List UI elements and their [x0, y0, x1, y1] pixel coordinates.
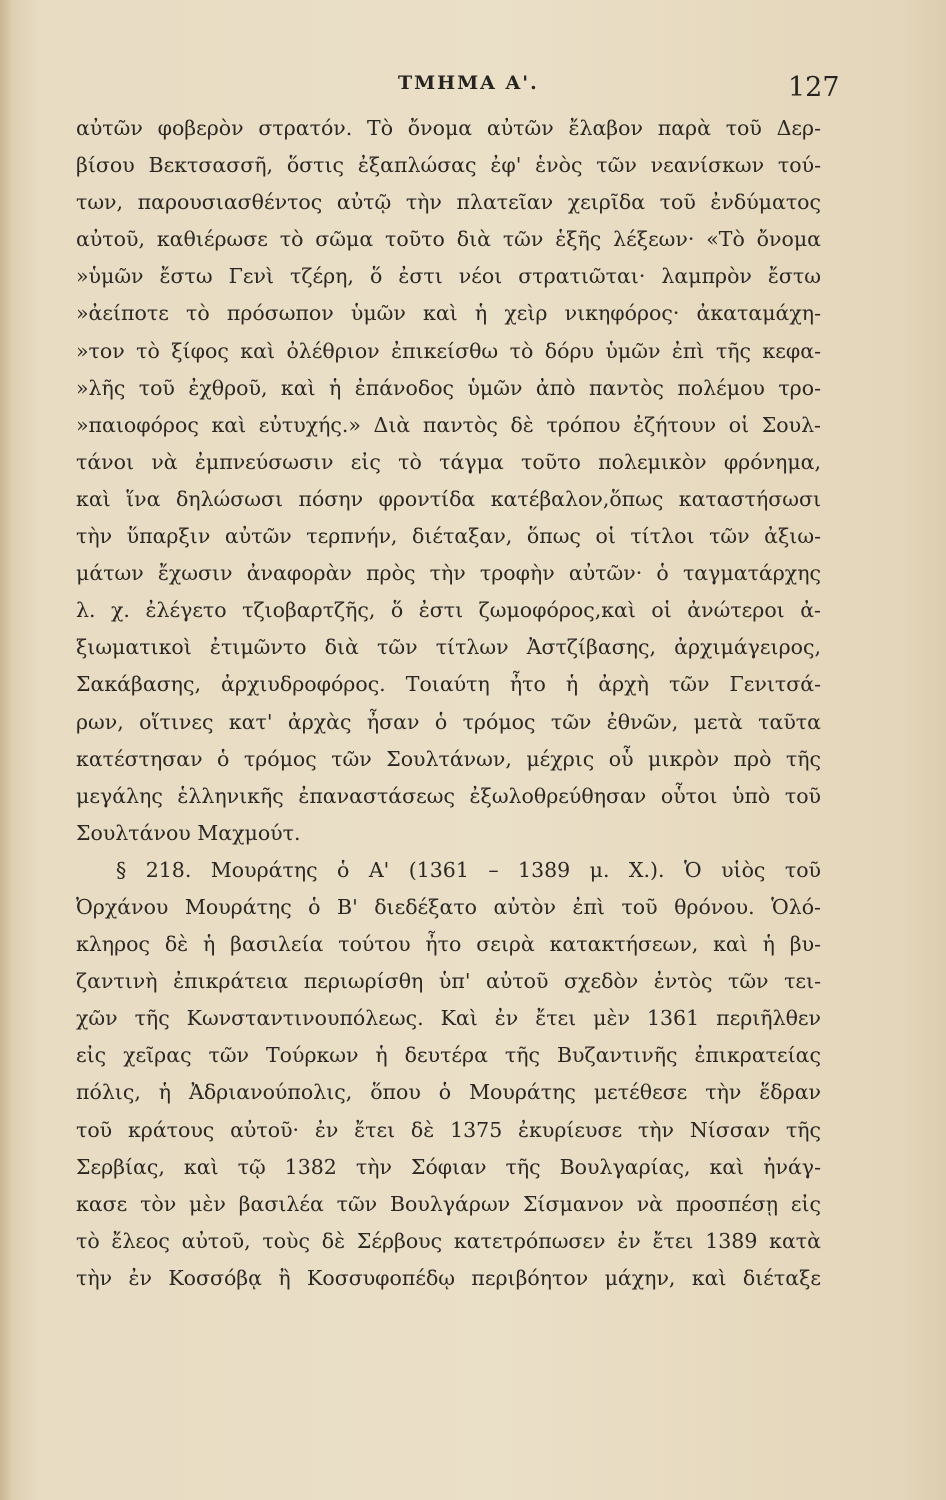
text-line: τάνοι νὰ ἐμπνεύσωσιν εἰς τὸ τάγμα τοῦτο πολεμικὸν φρόνημα, — [76, 449, 821, 474]
text-line: Σακάβασης, ἀρχιυδροφόρος. Τοιαύτη ἦτο ἡ ἀρχὴ τῶν Γενιτσά- — [76, 672, 821, 697]
text-line: των, παρουσιασθέντος αὐτῷ τὴν πλατεῖαν χειρῖδα τοῦ ἐνδύματος — [76, 190, 821, 215]
text-line: μάτων ἔχωσιν ἀναφορὰν πρὸς τὴν τροφὴν αὐτῶν· ὁ ταγματάρχης — [76, 561, 821, 586]
text-line: Σερβίας, καὶ τῷ 1382 τὴν Σόφιαν τῆς Βουλγαρίας, καὶ ἠνάγ- — [76, 1154, 821, 1179]
text-line: κληρος δὲ ἡ βασιλεία τούτου ἦτο σειρὰ κατακτήσεων, καὶ ἡ βυ- — [76, 932, 821, 957]
text-line: Σουλτάνου Μαχμούτ. — [76, 820, 301, 845]
text-line: »ὑμῶν ἔστω Γενὶ τζέρη, ὅ ἐστι νέοι στρατιῶται· λαμπρὸν ἔστω — [76, 264, 821, 289]
text-line: εἰς χεῖρας τῶν Τούρκων ἡ δευτέρα τῆς Βυζαντινῆς ἐπικρατείας — [76, 1043, 821, 1068]
text-line: χῶν τῆς Κωνσταντινουπόλεως. Καὶ ἐν ἔτει μὲν 1361 περιῆλθεν — [76, 1006, 821, 1031]
text-line: Ὀρχάνου Μουράτης ὁ Β' διεδέξατο αὐτὸν ἐπὶ τοῦ θρόνου. Ὁλό- — [76, 894, 821, 919]
text-line: μεγάλης ἑλληνικῆς ἐπαναστάσεως ἐξωλοθρεύθησαν οὗτοι ὑπὸ τοῦ — [76, 783, 821, 808]
text-line: κατέστησαν ὁ τρόμος τῶν Σουλτάνων, μέχρις οὗ μικρὸν πρὸ τῆς — [76, 746, 821, 771]
running-header — [0, 70, 946, 110]
text-line: πόλις, ἡ Ἀδριανούπολις, ὅπου ὁ Μουράτης μετέθεσε τὴν ἕδραν — [76, 1080, 821, 1105]
page-number: 127 — [788, 72, 840, 103]
body-text — [76, 110, 821, 1297]
text-line: »λῆς τοῦ ἐχθροῦ, καὶ ἡ ἐπάνοδος ὑμῶν ἀπὸ παντὸς πολέμου τρο- — [76, 375, 821, 400]
text-line: κασε τὸν μὲν βασιλέα τῶν Βουλγάρων Σίσμανον νὰ προσπέσῃ εἰς — [76, 1191, 821, 1216]
text-line: »τον τὸ ξίφος καὶ ὀλέθριον ἐπικείσθω τὸ δόρυ ὑμῶν ἐπὶ τῆς κεφα- — [76, 338, 821, 363]
text-line: τὸ ἔλεος αὐτοῦ, τοὺς δὲ Σέρβους κατετρόπωσεν ἐν ἔτει 1389 κατὰ — [76, 1228, 821, 1253]
page-binding-shadow — [0, 0, 12, 1500]
text-line: τὴν ὕπαρξιν αὐτῶν τερπνήν, διέταξαν, ὅπως οἱ τίτλοι τῶν ἀξιω- — [76, 524, 821, 549]
text-line: βίσου Βεκτσασσῆ, ὅστις ἐξαπλώσας ἐφ' ἑνὸς τῶν νεανίσκων τού- — [76, 153, 821, 178]
text-line: »παιοφόρος καὶ εὐτυχής.» Διὰ παντὸς δὲ τρόπου ἐζήτουν οἱ Σουλ- — [76, 412, 821, 437]
text-line: αὐτῶν φοβερὸν στρατόν. Τὸ ὄνομα αὐτῶν ἔλαβον παρὰ τοῦ Δερ- — [76, 116, 821, 140]
text-line: § 218. Μουράτης ὁ Α' (1361 – 1389 μ. Χ.). Ὁ υἱὸς τοῦ — [116, 857, 821, 882]
text-line: ρων, οἵτινες κατ' ἀρχὰς ἦσαν ὁ τρόμος τῶν ἐθνῶν, μετὰ ταῦτα — [76, 709, 821, 734]
text-line: ξιωματικοὶ ἐτιμῶντο διὰ τῶν τίτλων Ἀστζίβασης, ἀρχιμάγειρος, — [76, 635, 821, 660]
text-line: λ. χ. ἐλέγετο τζιοβαρτζῆς, ὅ ἐστι ζωμοφόρος,καὶ οἱ ἀνώτεροι ἀ- — [76, 598, 821, 623]
text-line: »ἀείποτε τὸ πρόσωπον ὑμῶν καὶ ἡ χεὶρ νικηφόρος· ἀκαταμάχη- — [76, 301, 821, 326]
section-title: ΤΜΗΜΑ Α'. — [398, 72, 539, 94]
text-line: ζαντινὴ ἐπικράτεια περιωρίσθη ὑπ' αὐτοῦ σχεδὸν ἐντὸς τῶν τει- — [76, 969, 821, 994]
text-line: τὴν ἐν Κοσσόβᾳ ἢ Κοσσυφοπέδῳ περιβόητον μάχην, καὶ διέταξε — [76, 1265, 821, 1290]
text-line: τοῦ κράτους αὐτοῦ· ἐν ἔτει δὲ 1375 ἐκυρίευσε τὴν Νίσσαν τῆς — [76, 1117, 821, 1142]
text-line: καὶ ἵνα δηλώσωσι πόσην φροντίδα κατέβαλον,ὅπως καταστήσωσι — [76, 486, 821, 511]
text-line: αὐτοῦ, καθιέρωσε τὸ σῶμα τοῦτο διὰ τῶν ἑξῆς λέξεων· «Τὸ ὄνομα — [76, 227, 821, 252]
